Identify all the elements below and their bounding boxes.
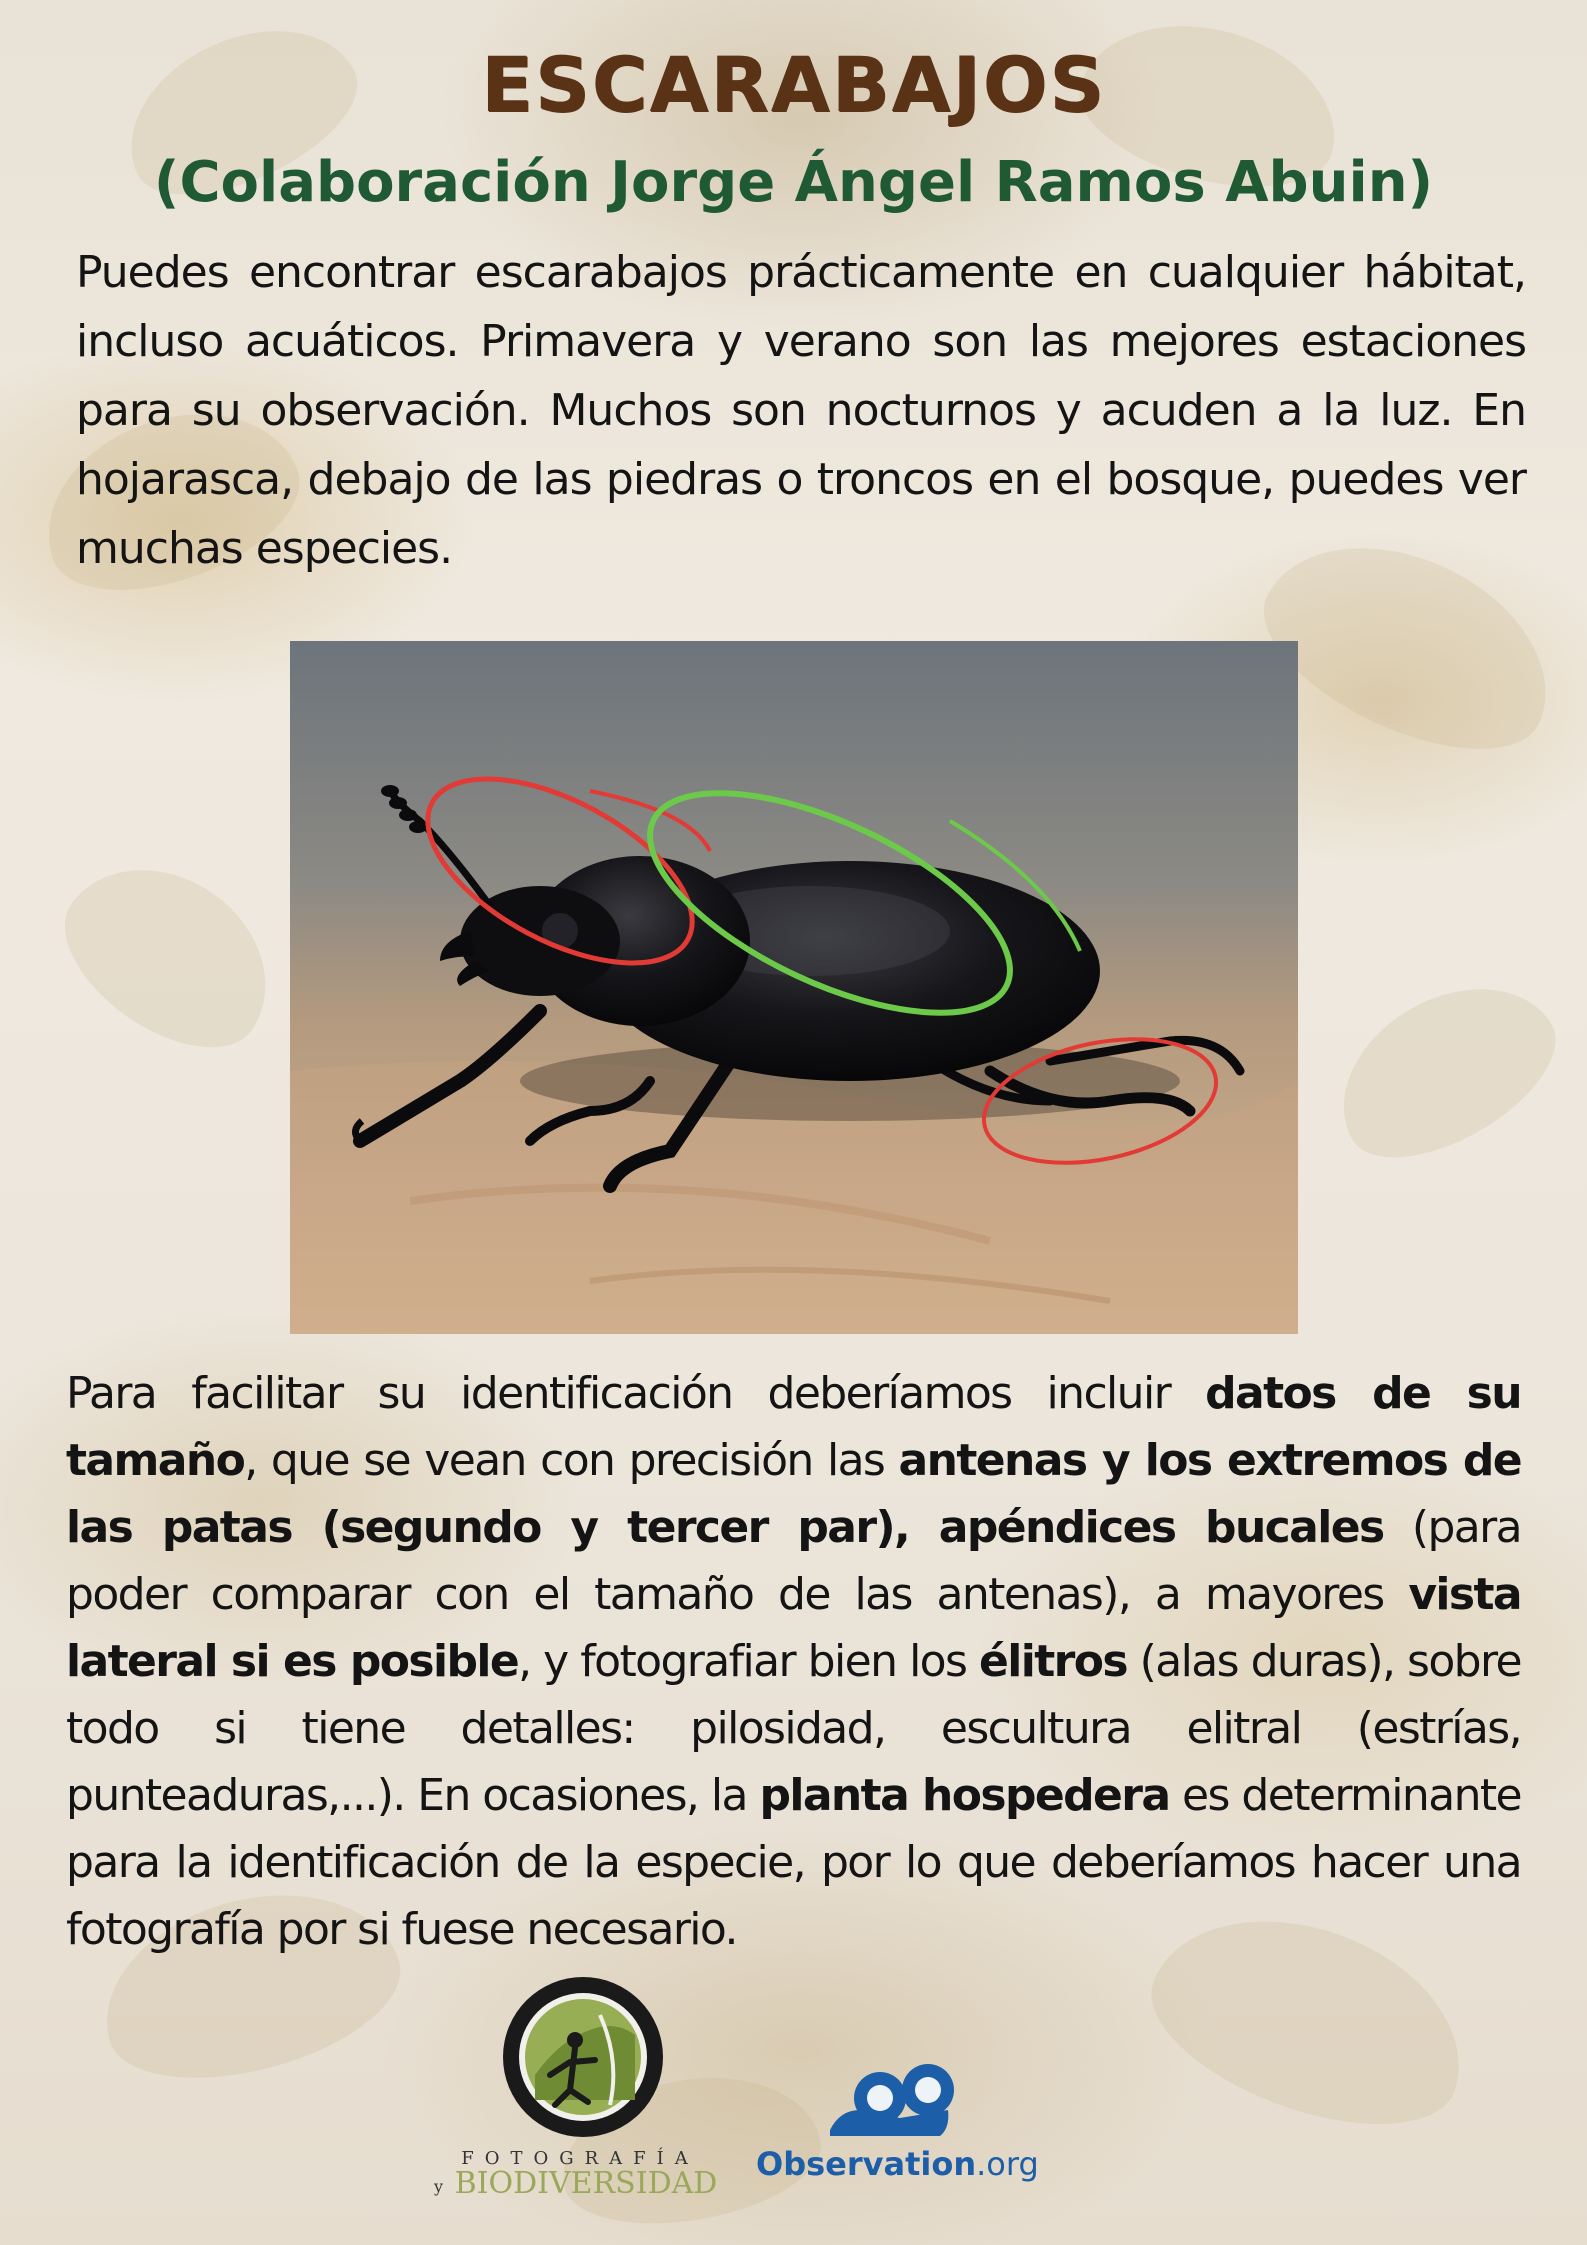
bold-segment-elytra: élitros xyxy=(979,1636,1127,1687)
page-title: ESCARABAJOS xyxy=(481,40,1106,129)
bold-segment-size: datos de su tamaño xyxy=(66,1368,1521,1486)
text-segment: , y fotografiar bien los xyxy=(518,1636,980,1687)
text-segment: es determinante para la identificación de la especie, por lo que deberíamos hacer una fotografía por si fuese necesario. xyxy=(66,1770,1521,1955)
observation-logo-text xyxy=(756,2145,1039,2183)
bold-segment-host-plant: planta hospedera xyxy=(759,1770,1170,1821)
text-segment: (alas duras), sobre todo si tiene detalles: pilosidad, escultura elitral (estrías, punteaduras,...). En ocasiones, la xyxy=(66,1636,1521,1821)
observation-logo-bold: Observation xyxy=(756,2145,977,2183)
fotografia-logo-line1: FOTOGRAFÍA xyxy=(461,2148,699,2169)
page-subtitle: (Colaboración Jorge Ángel Ramos Abuin) xyxy=(153,150,1434,215)
bold-segment-antennae: antenas y los extremos de las patas (segundo y tercer par), apéndices bucales xyxy=(66,1435,1522,1553)
identification-paragraph xyxy=(66,1360,1521,1963)
fotografia-logo-line2: BIODIVERSIDAD xyxy=(454,2166,718,2201)
intro-paragraph: Puedes encontrar escarabajos prácticamente en cualquier hábitat, incluso acuáticos. Primavera y verano son las mejores estaciones para su observación. Muchos son nocturnos y acuden a la luz. En hojarasca, debajo de las piedras o troncos en el bosque, puedes ver muchas especies. xyxy=(76,247,1526,574)
text-segment: (para poder comparar con el tamaño de las antenas), a mayores xyxy=(66,1502,1522,1620)
beetle-photo xyxy=(290,641,1298,1334)
text-segment: , que se vean con precisión las xyxy=(244,1435,899,1486)
beetle-illustration xyxy=(290,641,1298,1334)
observation-logo-icon xyxy=(830,2064,954,2136)
fotografia-logo-y: y xyxy=(434,2177,444,2196)
text-segment: Para facilitar su identificación deberíamos incluir xyxy=(66,1368,1206,1419)
observation-logo-light: .org xyxy=(976,2145,1039,2183)
bold-segment-lateral-view: vista lateral si es posible xyxy=(66,1569,1521,1687)
